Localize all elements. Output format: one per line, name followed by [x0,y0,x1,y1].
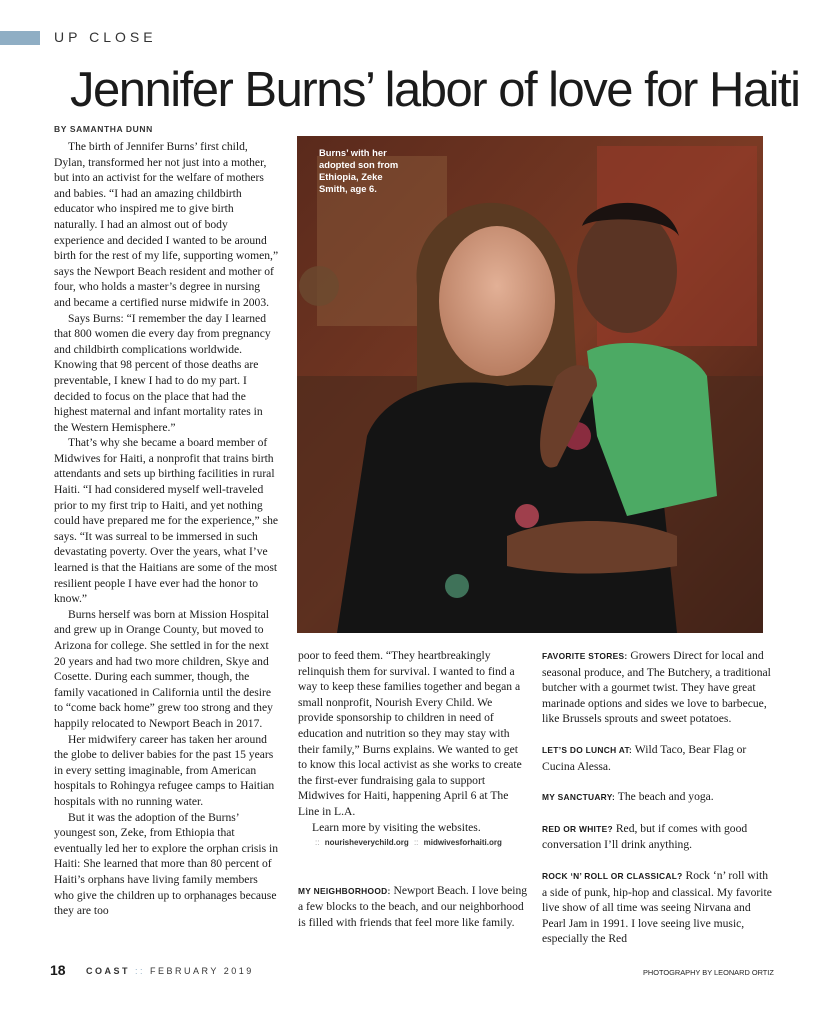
paragraph: Says Burns: “I remember the day I learned that 800 women die every day from pregnancy and childbirth complications worldwide. Knowing that 98 percent of those deaths are preventable, I knew I had to do my part. I decided to focus on the place that had the highest maternal and infant mortality rates in the Western Hemisphere.” [54,311,271,434]
paragraph: Burns herself was born at Mission Hospital and grew up in Orange County, but moved to Arizona for college. She settled in for the next 20 years and had two more children, Skye and Cosette. During each summer, though, the family vacationed in California until the desire to “come back home” grew too strong and they happily relocated to Newport Beach in 2017. [54,607,273,730]
qa-item [542,648,772,727]
qa-neighborhood [298,883,528,931]
qa-label: MY NEIGHBORHOOD: [298,885,391,896]
qa-label: LET’S DO LUNCH AT: [542,744,633,755]
paragraph: Learn more by visiting the websites. [312,820,481,834]
link-nourisheverychild[interactable]: nourisheverychild.org [324,838,409,848]
headline: Jennifer Burns’ labor of love for Haiti [70,63,800,117]
link-midwivesforhaiti[interactable]: midwivesforhaiti.org [423,838,502,848]
paragraph: But it was the adoption of the Burns’ youngest son, Zeke, from Ethiopia that eventually led her to explore the orphan crisis in Haiti: She learned that more than 80 percent of Haiti’s orphans have living family members who give the children up to orphanages because they are too [54,810,279,918]
photo-illustration [297,136,763,633]
qa-item [542,821,772,853]
website-links [298,835,528,851]
footer-magazine [86,966,254,976]
qa-item [542,742,772,774]
section-accent-bar [0,31,40,45]
paragraph: Her midwifery career has taken her around the globe to deliver babies for the past 15 years in every setting imaginable, from American hospitals to Rohingya refugee camps to Haitian hospitals with no running water. [54,732,275,808]
article-column-1 [54,139,279,919]
article-column-2 [298,648,528,931]
qa-label: MY SANCTUARY: [542,792,616,803]
qa-label: ROCK ‘N’ ROLL OR CLASSICAL? [542,870,683,881]
portrait-photo [297,136,763,633]
issue-date: FEBRUARY 2019 [150,966,254,976]
paragraph: That’s why she became a board member of Midwives for Haiti, a nonprofit that trains birth attendants and sets up birthing facilities in rural Haiti. “I had considered myself well-traveled prior to my first trip to Haiti, and yet nothing could have prepared me for the experience,” she says. “It was surreal to be immersed in such devastating poverty. Over the years, what I’ve learned is that the Haitians are some of the most resilient people I have ever had the honor to know.” [54,436,279,606]
article-column-3 [542,648,772,962]
photo-caption: Burns’ with her adopted son from Ethiopia, Zeke Smith, age 6. [319,147,399,194]
footer-separator: :: [135,966,146,976]
qa-answer: Red, but if comes with good conversation I’ll drink anything. [542,821,748,852]
section-label: UP CLOSE [54,29,157,45]
page-number: 18 [50,962,66,978]
link-separator: :: [413,838,419,848]
qa-answer: Wild Taco, Bear Flag or Cucina Alessa. [542,742,747,773]
paragraph: poor to feed them. “They heartbreakingly relinquish them for survival. I wanted to find a way to keep these families together and began a small nonprofit, Nourish Every Child. We provide sponsorship to children in need of education and nutrition so they may stay with their family,” Burns explains. We wanted to get to know this local activist as she works to create the first-ever fundraising gala to support Midwives for Haiti, happening April 6 at The Line in L.A. [298,649,522,818]
qa-item [542,868,772,947]
qa-label: FAVORITE STORES: [542,651,628,661]
qa-item [542,789,772,806]
qa-label: RED OR WHITE? [542,823,613,834]
magazine-name: COAST [86,966,130,976]
link-separator: :: [315,838,320,848]
paragraph: The birth of Jennifer Burns’ first child, Dylan, transformed her not just into a mother, but into an activist for the welfare of mothers and babies. “I had an amazing childbirth educator who inspired me to give birth naturally. I had an almost out of body experience and decided I wanted to be around birth for the rest of my life, supporting women,” says the Newport Beach resident and mother of four, who holds a master’s degree in nursing and became a certified nurse midwife in 2003. [54,140,279,309]
byline: BY SAMANTHA DUNN [54,124,153,134]
qa-answer: Rock ‘n’ roll with a side of punk, hip-hop and classical. My favorite live show of all time was seeing Nirvana and Pearl Jam in 1991. I love seeing live music, especially the Red [542,868,772,946]
qa-answer: Growers Direct for local and seasonal produce, and The Butchery, a traditional butcher with a gourmet twist. They have great marinade options and sides we love to barbecue, like Brussels sprouts and sweet potatoes. [542,649,771,726]
qa-answer: The beach and yoga. [617,790,714,804]
qa-answer: Newport Beach. I love being a few blocks to the beach, and our neighborhood is filled with friends that feel more like family. [298,883,528,929]
photo-credit: PHOTOGRAPHY BY LEONARD ORTIZ [643,968,774,977]
